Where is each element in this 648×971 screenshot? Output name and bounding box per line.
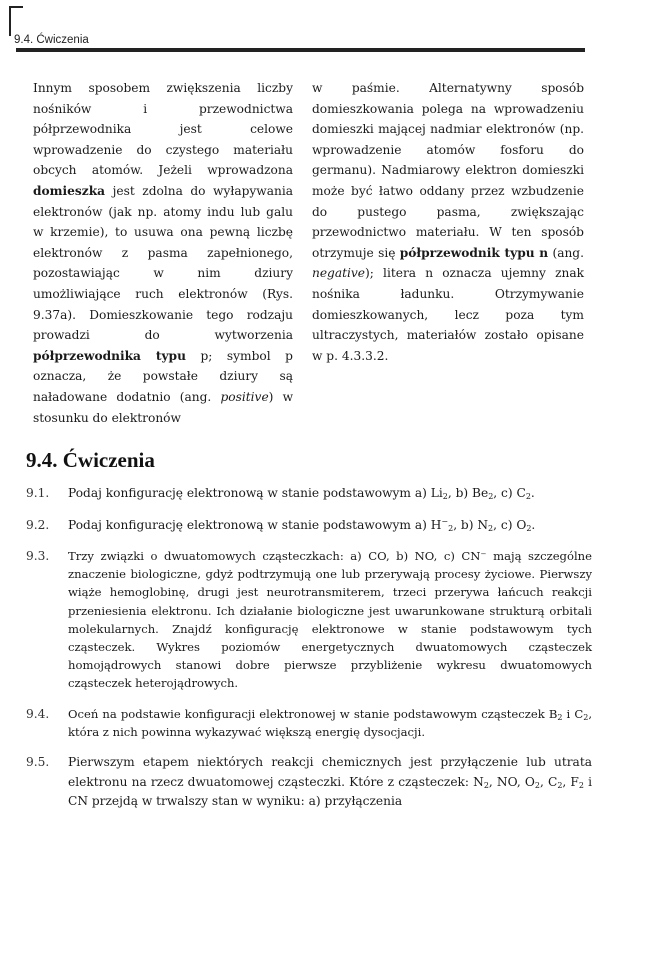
exercise-text: Trzy związki o dwuatomowych cząsteczkach: a) CO, b) NO, c) CN⁻ mają szczególne znaczenie biologiczne, gdyż podtrzymują one lub przerywają procesy życiowe. Pierwszy wiąże hemoglobinę, drugi jest neurotransmiterem, trzeci przerywa łańcuch reakcji przeniesienia elektronu. Ich działanie biologiczne jest uwarunkowane strukturą orbitali molekularnych. Znajdź konfigurację elektronowe w stanie podstawowym tych cząsteczek. Wykres poziomów energetycznych dwuatomowych cząsteczek homojądrowych stanowi dobre pierwsze przybliżenie wykresu dwuatomowych cząsteczek heterojądrowych.: [68, 549, 592, 691]
subscript: 2: [448, 523, 454, 533]
term-dopant: domieszka: [33, 183, 106, 198]
text-run: jest zdolna do wyłapywania elektronów (jak np. atomy indu lub galu w krzemie), to usuwa ona pewną liczbę elektronów z pasma zapełnionego, pozostawiając w nim dziury umożliwiające ruch elektronów (Rys. 9.37a). Domieszkowanie tego rodzaju prowadzi do wytworzenia: [33, 183, 293, 343]
subscript: 2: [583, 712, 589, 722]
text-run: , c) C: [493, 486, 526, 500]
exercise-number: 9.2.: [26, 517, 50, 532]
section-title: 9.4. Ćwiczenia: [26, 448, 155, 472]
text-run: ); litera n oznacza ujemny znak nośnika ładunku. Otrzymywanie domieszkowanych, lecz poza tym ultraczystych, materiałów zostało opisane w p. 4.3.3.2.: [312, 266, 584, 363]
subscript: 2: [578, 780, 584, 790]
exercise-number: 9.4.: [26, 706, 50, 721]
subscript: 2: [442, 492, 448, 501]
exercise-text: [68, 516, 592, 536]
left-paragraph: [33, 78, 293, 428]
left-column: [33, 78, 293, 428]
text-run: Podaj konfigurację elektronową w stanie podstawowym a) Li: [68, 486, 443, 500]
corner-crop-mark: [9, 6, 11, 36]
text-run: Innym sposobem zwiększenia liczby nośników i przewodnictwa półprzewodnika jest celowe wprowadzenie do czystego materiału obcych atomów. Jeżeli wprowadzona: [33, 81, 293, 178]
exercise-list: [26, 484, 592, 824]
exercise-item: [26, 484, 592, 504]
subscript: 2: [525, 492, 531, 501]
text-run: , b) Be: [447, 486, 489, 500]
exercise-text: [68, 705, 592, 741]
exercise-item: [26, 547, 592, 693]
subscript: 2: [483, 780, 489, 790]
exercise-item: [26, 516, 592, 536]
text-run: , C: [539, 774, 558, 789]
exercise-number: 9.3.: [26, 549, 50, 563]
term-n-type: półprzewodnik typu n: [399, 245, 549, 260]
subscript: 2: [557, 780, 563, 790]
subscript: 2: [488, 492, 494, 501]
exercise-text: [68, 753, 592, 812]
exercise-number: 9.5.: [26, 755, 50, 770]
text-run: , b) N: [453, 517, 489, 532]
exercise-item: [26, 705, 592, 741]
text-run: .: [531, 517, 536, 532]
text-run: ) w stosunku do elektronów: [33, 389, 294, 425]
text-run: .: [530, 486, 535, 500]
text-run: Podaj konfigurację elektronową w stanie podstawowym a) H: [68, 517, 442, 532]
subscript: 2: [534, 780, 540, 790]
header-rule: [16, 48, 585, 52]
text-run: p; symbol p oznacza, że powstałe dziury są naładowane dodatnio (ang.: [33, 348, 293, 404]
right-column: [312, 78, 584, 366]
english-term: negative: [312, 266, 366, 281]
text-run: , c) O: [493, 517, 527, 532]
exercise-text: [68, 484, 592, 504]
running-head: 9.4. Ćwiczenia: [14, 34, 89, 46]
text-run: i CN przejdą w trwalszy stan w wyniku: a) przyłączenia: [68, 774, 592, 809]
text-run: w paśmie. Alternatywny sposób domieszkowania polega na wprowadzeniu domieszki mającej nadmiar elektronów (np. wprowadzenie atomów fosforu do germanu). Nadmiarowy elektron domieszki może być łatwo oddany przez wzbudzenie do pustego pasma, zwiększając przewodnictwo materiału. W ten sposób otrzymuje się: [312, 81, 584, 260]
exercise-number: 9.1.: [26, 486, 50, 500]
subscript: 2: [526, 523, 532, 533]
term-p-type: półprzewodnika typu: [33, 348, 186, 363]
text-run: , F: [562, 774, 579, 789]
subscript: 2: [557, 712, 563, 722]
text-run: Pierwszym etapem niektórych reakcji chemicznych jest przyłączenie lub utrata elektronu na rzecz dwuatomowej cząsteczki. Które z cząsteczek: N: [68, 755, 592, 789]
text-run: , NO, O: [488, 774, 535, 789]
subscript: 2: [488, 523, 494, 533]
right-paragraph: [312, 78, 584, 366]
corner-crop-mark-horizontal: [9, 6, 23, 8]
text-run: , która z nich powinna wykazywać większą energię dysocjacji.: [68, 706, 592, 739]
text-run: (ang.: [548, 245, 584, 260]
text-run: i C: [562, 706, 584, 721]
exercise-item: [26, 753, 592, 812]
english-term: positive: [220, 389, 269, 404]
superscript: −: [441, 516, 449, 526]
text-run: Oceń na podstawie konfiguracji elektronowej w stanie podstawowym cząsteczek B: [68, 706, 558, 721]
